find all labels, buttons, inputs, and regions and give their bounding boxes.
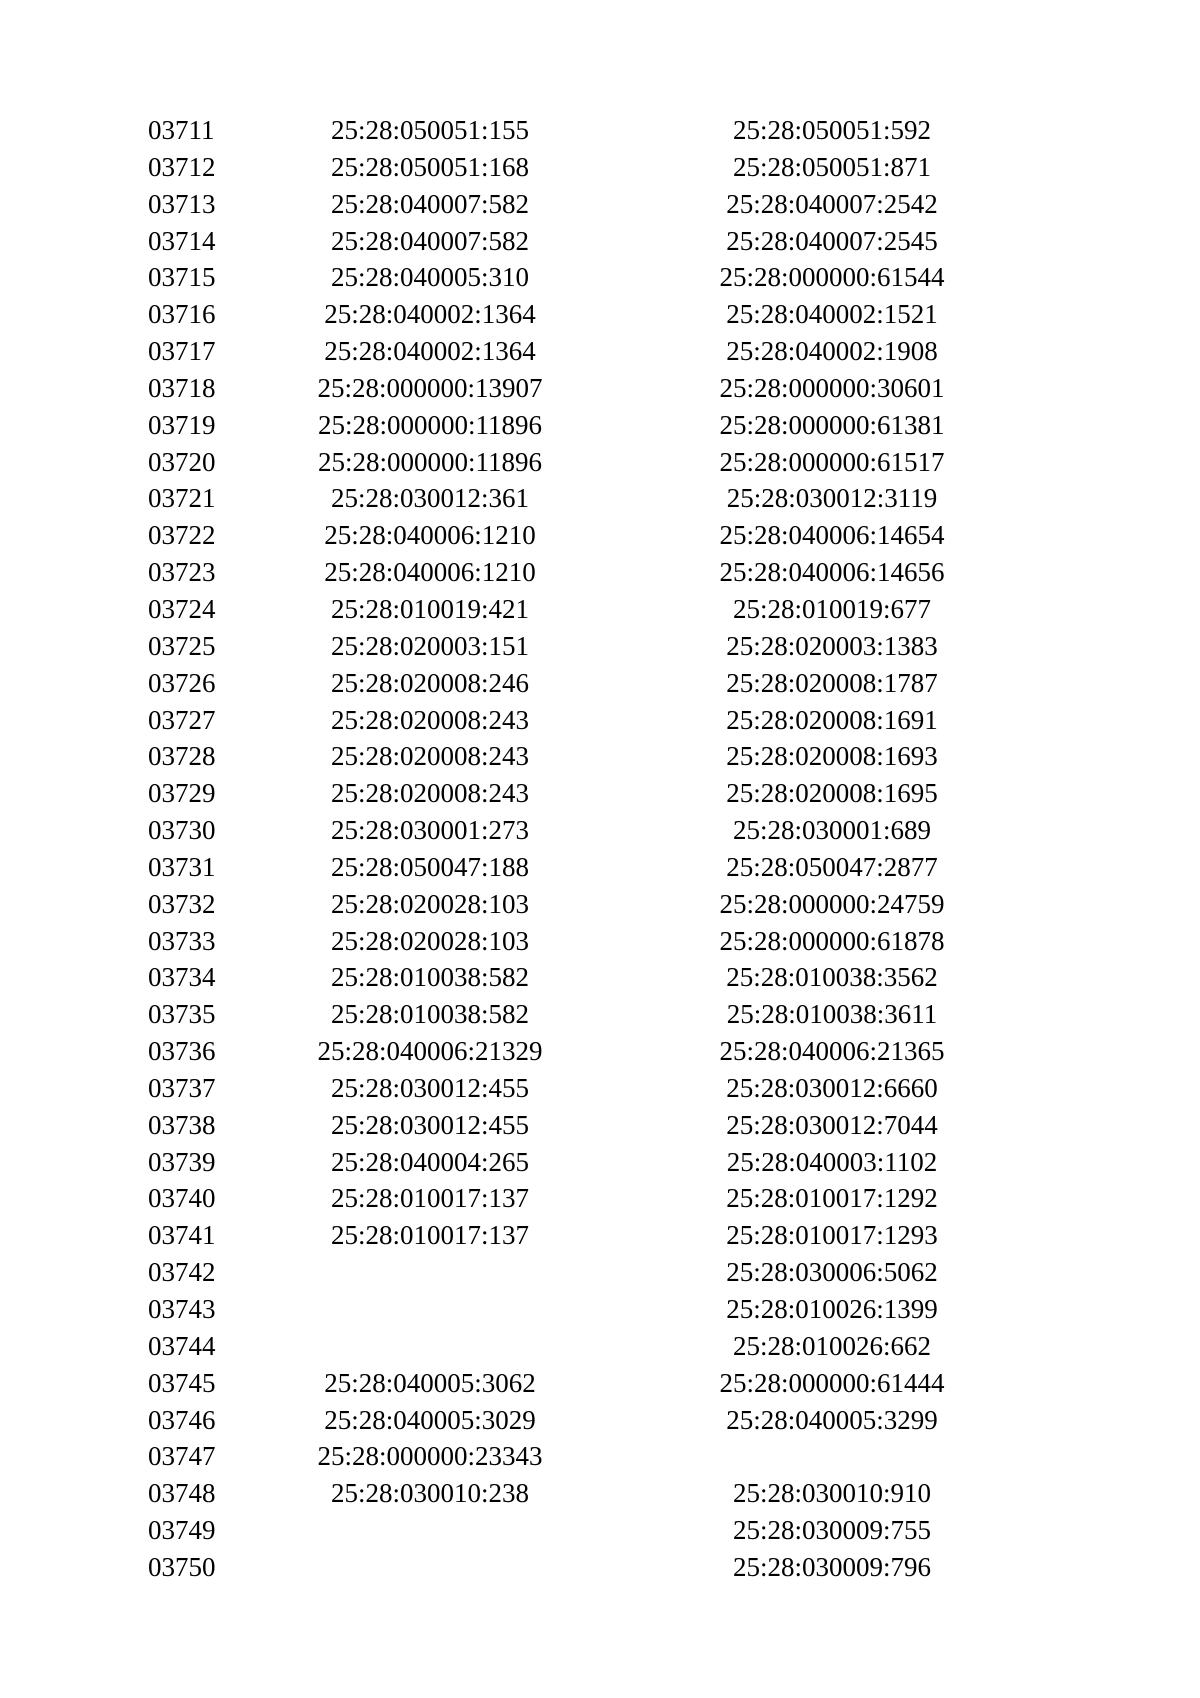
cadastral-number-b: 25:28:010017:1293 [726,1220,938,1251]
cadastral-number-b: 25:28:020008:1695 [726,778,938,809]
cadastral-number-b: 25:28:040006:21365 [719,1036,945,1067]
table-row [0,112,1200,149]
cadastral-number-a: 25:28:020008:243 [330,741,529,772]
cadastral-number-b: 25:28:000000:61544 [719,262,945,293]
cadastral-number-b: 25:28:000000:24759 [719,888,945,919]
table-row [0,886,1200,923]
row-number: 03714 [148,225,216,256]
row-number: 03723 [148,557,216,588]
row-number: 03711 [148,115,215,145]
row-number: 03742 [148,1257,216,1288]
table-row [0,959,1200,996]
cadastral-number-b: 25:28:030001:689 [732,815,931,846]
cadastral-number-a: 25:28:030012:455 [330,1072,529,1103]
row-number: 03737 [148,1072,216,1103]
cadastral-number-b: 25:28:040007:2545 [726,225,938,256]
table-row [0,1512,1200,1549]
cadastral-number-a: 25:28:040006:1210 [324,520,536,551]
cadastral-number-a: 25:28:010038:582 [330,999,529,1030]
table-row [0,444,1200,481]
cadastral-number-b: 25:28:040006:14656 [719,557,945,588]
table-row [0,628,1200,665]
cadastral-number-a: 25:28:000000:23343 [317,1441,543,1472]
cadastral-number-b: 25:28:030006:5062 [726,1257,938,1288]
cadastral-number-a: 25:28:010019:421 [330,593,529,624]
table-row [0,223,1200,260]
row-number: 03727 [148,704,216,735]
cadastral-number-b: 25:28:010026:1399 [726,1294,938,1324]
row-number: 03750 [148,1551,216,1582]
row-number: 03741 [148,1220,216,1251]
cadastral-number-a: 25:28:030012:361 [330,483,529,514]
row-number: 03745 [148,1367,216,1398]
cadastral-number-b: 25:28:000000:30601 [719,372,945,403]
table-row [0,554,1200,591]
table-row [0,1254,1200,1291]
cadastral-number-a: 25:28:000000:11896 [317,409,542,440]
row-number: 03718 [148,372,216,403]
row-number: 03743 [148,1294,216,1324]
cadastral-number-a: 25:28:010017:137 [330,1220,529,1251]
cadastral-number-b: 25:28:000000:61381 [719,409,945,440]
row-number: 03712 [148,151,216,182]
table-row [0,186,1200,223]
cadastral-number-b: 25:28:040005:3299 [726,1404,938,1435]
cadastral-number-b: 25:28:020008:1787 [726,667,938,698]
row-number: 03730 [148,815,216,846]
table-row [0,1549,1200,1586]
table-row [0,1402,1200,1439]
cadastral-number-a: 25:28:030012:455 [330,1109,529,1140]
cadastral-number-a [280,1254,580,1291]
row-number: 03720 [148,446,216,477]
row-number: 03748 [148,1478,216,1509]
row-number: 03733 [148,925,216,956]
table-row [0,1291,1200,1328]
cadastral-number-b: 25:28:030012:7044 [726,1109,938,1140]
row-number: 03719 [148,409,216,440]
row-number: 03716 [148,299,216,330]
row-number: 03738 [148,1109,216,1140]
table-row [0,149,1200,186]
table-row [0,517,1200,554]
row-number: 03746 [148,1404,216,1435]
table-row [0,1475,1200,1512]
cadastral-number-a: 25:28:040005:310 [330,262,529,293]
cadastral-number-b: 25:28:020008:1691 [726,704,938,735]
cadastral-number-a: 25:28:040007:582 [330,225,529,256]
row-number: 03739 [148,1146,216,1177]
table-row [0,296,1200,333]
cadastral-number-b: 25:28:030009:755 [732,1515,931,1546]
table-row [0,1365,1200,1402]
cadastral-number-a: 25:28:040006:21329 [317,1036,543,1067]
table-row [0,1328,1200,1365]
cadastral-number-a: 25:28:020003:151 [330,630,529,661]
cadastral-number-b: 25:28:030010:910 [732,1478,931,1509]
row-number: 03747 [148,1441,216,1472]
cadastral-number-b: 25:28:000000:61444 [719,1367,945,1398]
cadastral-number-b: 25:28:010026:662 [732,1330,931,1361]
row-number: 03732 [148,888,216,919]
table-row [0,1180,1200,1217]
table-row [0,333,1200,370]
table-row [0,1107,1200,1144]
table-row [0,923,1200,960]
cadastral-table [0,112,1200,1586]
table-row [0,407,1200,444]
cadastral-number-a: 25:28:050047:188 [330,851,529,882]
table-row [0,1033,1200,1070]
cadastral-number-b: 25:28:050051:592 [732,115,931,145]
cadastral-number-a: 25:28:040007:582 [330,188,529,219]
table-row [0,1144,1200,1181]
cadastral-number-a: 25:28:020008:243 [330,704,529,735]
table-row [0,775,1200,812]
cadastral-number-b: 25:28:010038:3611 [726,999,938,1030]
table-row [0,738,1200,775]
cadastral-number-b: 25:28:000000:61517 [719,446,945,477]
table-row [0,591,1200,628]
table-row [0,996,1200,1033]
row-number: 03735 [148,999,216,1030]
row-number: 03724 [148,593,216,624]
cadastral-number-a: 25:28:000000:11896 [317,446,542,477]
row-number: 03721 [148,483,216,514]
cadastral-number-a: 25:28:040002:1364 [324,336,536,367]
cadastral-number-b: 25:28:040002:1908 [726,336,938,367]
cadastral-number-a: 25:28:030001:273 [330,815,529,846]
cadastral-number-b: 25:28:010038:3562 [726,962,938,993]
cadastral-number-a [280,1328,580,1365]
cadastral-number-a: 25:28:050051:168 [330,151,529,182]
cadastral-number-b: 25:28:040007:2542 [726,188,938,219]
row-number: 03740 [148,1183,216,1214]
table-row [0,665,1200,702]
table-row [0,1217,1200,1254]
cadastral-number-b: 25:28:030012:3119 [726,483,938,514]
cadastral-number-b: 25:28:020003:1383 [726,630,938,661]
table-row [0,1438,1200,1475]
cadastral-number-b: 25:28:030009:796 [732,1551,931,1582]
cadastral-number-a: 25:28:020028:103 [330,925,529,956]
cadastral-number-a: 25:28:020028:103 [330,888,529,919]
cadastral-number-a: 25:28:040002:1364 [324,299,536,330]
cadastral-number-a: 25:28:040004:265 [330,1146,529,1177]
row-number: 03749 [148,1515,216,1546]
cadastral-number-b: 25:28:010019:677 [732,593,931,624]
row-number: 03729 [148,778,216,809]
row-number: 03728 [148,741,216,772]
row-number: 03722 [148,520,216,551]
row-number: 03731 [148,851,216,882]
table-row [0,480,1200,517]
row-number: 03726 [148,667,216,698]
row-number: 03744 [148,1330,216,1361]
cadastral-number-a [280,1291,580,1328]
cadastral-number-b: 25:28:040006:14654 [719,520,945,551]
table-row [0,259,1200,296]
cadastral-number-b: 25:28:040002:1521 [726,299,938,330]
cadastral-number-a: 25:28:030010:238 [330,1478,529,1509]
cadastral-number-b: 25:28:020008:1693 [726,741,938,772]
table-row [0,812,1200,849]
row-number: 03717 [148,336,216,367]
cadastral-number-b: 25:28:000000:61878 [719,925,945,956]
cadastral-number-a: 25:28:010017:137 [330,1183,529,1214]
cadastral-number-a: 25:28:020008:243 [330,778,529,809]
row-number: 03734 [148,962,216,993]
table-row [0,370,1200,407]
cadastral-number-b: 25:28:030012:6660 [726,1072,938,1103]
row-number: 03736 [148,1036,216,1067]
row-number: 03713 [148,188,216,219]
cadastral-number-a [280,1512,580,1549]
cadastral-number-a: 25:28:010038:582 [330,962,529,993]
cadastral-number-b [682,1438,982,1475]
cadastral-number-b: 25:28:050051:871 [732,151,931,182]
table-row [0,702,1200,739]
table-row [0,849,1200,886]
cadastral-number-a: 25:28:040005:3029 [324,1404,536,1435]
cadastral-number-a: 25:28:000000:13907 [317,372,543,403]
cadastral-number-b: 25:28:040003:1102 [726,1146,938,1177]
cadastral-number-a: 25:28:040006:1210 [324,557,536,588]
row-number: 03715 [148,262,216,293]
cadastral-number-a: 25:28:040005:3062 [324,1367,536,1398]
cadastral-number-a [280,1549,580,1586]
row-number: 03725 [148,630,216,661]
table-row [0,1070,1200,1107]
cadastral-number-b: 25:28:050047:2877 [726,851,938,882]
cadastral-number-b: 25:28:010017:1292 [726,1183,938,1214]
cadastral-number-a: 25:28:020008:246 [330,667,529,698]
cadastral-number-a: 25:28:050051:155 [330,115,529,145]
